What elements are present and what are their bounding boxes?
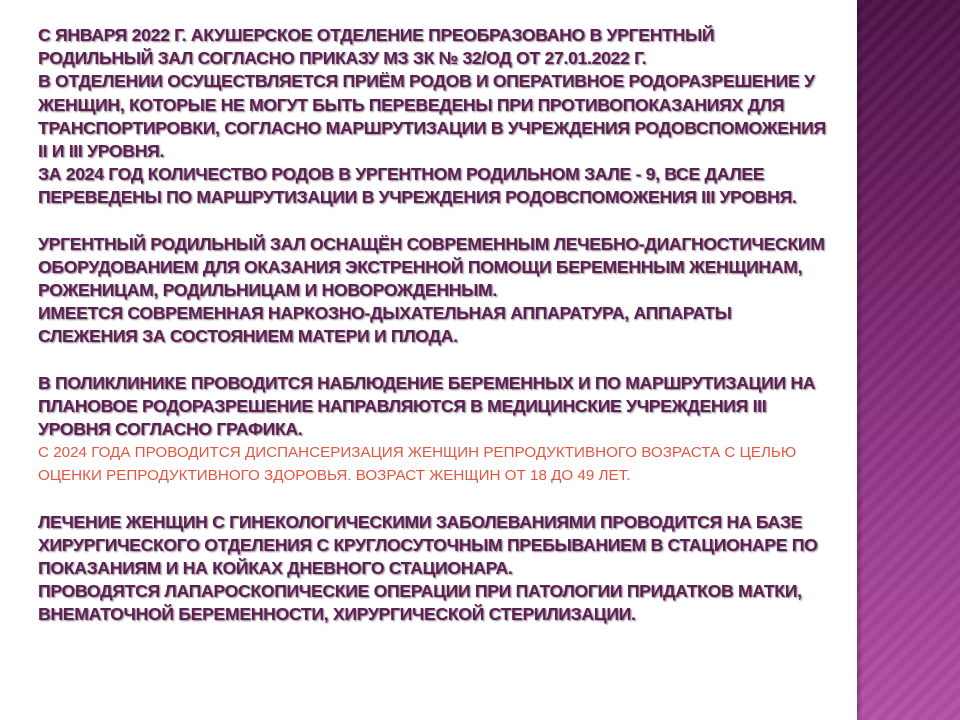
paragraph-births-2024: ЗА 2024 ГОД КОЛИЧЕСТВО РОДОВ В УРГЕНТНОМ РОДИЛЬНОМ ЗАЛЕ - 9, ВСЕ ДАЛЕЕ ПЕРЕВЕДЕНЫ ПО МАРШРУТИЗАЦИИ В УЧРЕЖДЕНИЯ РОДОВСПОМОЖЕНИЯ III УРОВНЯ. <box>38 164 797 208</box>
paragraph-gynecology: ЛЕЧЕНИЕ ЖЕНЩИН С ГИНЕКОЛОГИЧЕСКИМИ ЗАБОЛЕВАНИЯМИ ПРОВОДИТСЯ НА БАЗЕ ХИРУРГИЧЕСКОГО ОТДЕЛЕНИЯ С КРУГЛОСУТОЧНЫМ ПРЕБЫВАНИЕМ В СТАЦИОНАРЕ ПО ПОКАЗАНИЯМ И НА КОЙКАХ ДНЕВНОГО СТАЦИОНАРА. <box>38 511 818 579</box>
paragraph-anesthesia-equipment: ИМЕЕТСЯ СОВРЕМЕННАЯ НАРКОЗНО-ДЫХАТЕЛЬНАЯ АППАРАТУРА, АППАРАТЫ СЛЕЖЕНИЯ ЗА СОСТОЯНИЕМ МАТЕРИ И ПЛОДА. <box>38 303 732 347</box>
paragraph-gap <box>38 488 828 511</box>
paragraph-screening-highlight: С 2024 ГОДА ПРОВОДИТСЯ ДИСПАНСЕРИЗАЦИЯ ЖЕНЩИН РЕПРОДУКТИВНОГО ВОЗРАСТА С ЦЕЛЬЮ ОЦЕНКИ РЕПРОДУКТИВНОГО ЗДОРОВЬЯ. ВОЗРАСТ ЖЕНЩИН ОТ 18 ДО 49 ЛЕТ. <box>38 444 797 485</box>
paragraph-gap <box>38 349 828 372</box>
paragraph-department-services: В ОТДЕЛЕНИИ ОСУЩЕСТВЛЯЕТСЯ ПРИЁМ РОДОВ И ОПЕРАТИВНОЕ РОДОРАЗРЕШЕНИЕ У ЖЕНЩИН, КОТОРЫЕ НЕ МОГУТ БЫТЬ ПЕРЕВЕДЕНЫ ПРИ ПРОТИВОПОКАЗАНИЯХ ДЛЯ ТРАНСПОРТИРОВКИ, СОГЛАСНО МАРШРУТИЗАЦИИ В УЧРЕЖДЕНИЯ РОДОВСПОМОЖЕНИЯ II И III УРОВНЯ. <box>38 71 826 162</box>
paragraph-polyclinic: В ПОЛИКЛИНИКЕ ПРОВОДИТСЯ НАБЛЮДЕНИЕ БЕРЕМЕННЫХ И ПО МАРШРУТИЗАЦИИ НА ПЛАНОВОЕ РОДОРАЗРЕШЕНИЕ НАПРАВЛЯЮТСЯ В МЕДИЦИНСКИЕ УЧРЕЖДЕНИЯ III УРОВНЯ СОГЛАСНО ГРАФИКА. <box>38 372 816 440</box>
slide-body-text <box>38 24 828 627</box>
paragraph-laparoscopy: ПРОВОДЯТСЯ ЛАПАРОСКОПИЧЕСКИЕ ОПЕРАЦИИ ПРИ ПАТОЛОГИИ ПРИДАТКОВ МАТКИ, ВНЕМАТОЧНОЙ БЕРЕМЕННОСТИ, ХИРУРГИЧЕСКОЙ СТЕРИЛИЗАЦИИ. <box>38 581 802 625</box>
paragraph-transformation: С ЯНВАРЯ 2022 Г. АКУШЕРСКОЕ ОТДЕЛЕНИЕ ПРЕОБРАЗОВАНО В УРГЕНТНЫЙ РОДИЛЬНЫЙ ЗАЛ СОГЛАСНО ПРИКАЗУ МЗ ЗК № 32/ОД ОТ 27.01.2022 Г. <box>38 25 715 69</box>
decorative-side-stripe <box>857 0 960 720</box>
paragraph-equipment: УРГЕНТНЫЙ РОДИЛЬНЫЙ ЗАЛ ОСНАЩЁН СОВРЕМЕННЫМ ЛЕЧЕБНО-ДИАГНОСТИЧЕСКИМ ОБОРУДОВАНИЕМ ДЛЯ ОКАЗАНИЯ ЭКСТРЕННОЙ ПОМОЩИ БЕРЕМЕННЫМ ЖЕНЩИНАМ, РОЖЕНИЦАМ, РОДИЛЬНИЦАМ И НОВОРОЖДЕННЫМ. <box>38 233 825 301</box>
paragraph-gap <box>38 210 828 233</box>
